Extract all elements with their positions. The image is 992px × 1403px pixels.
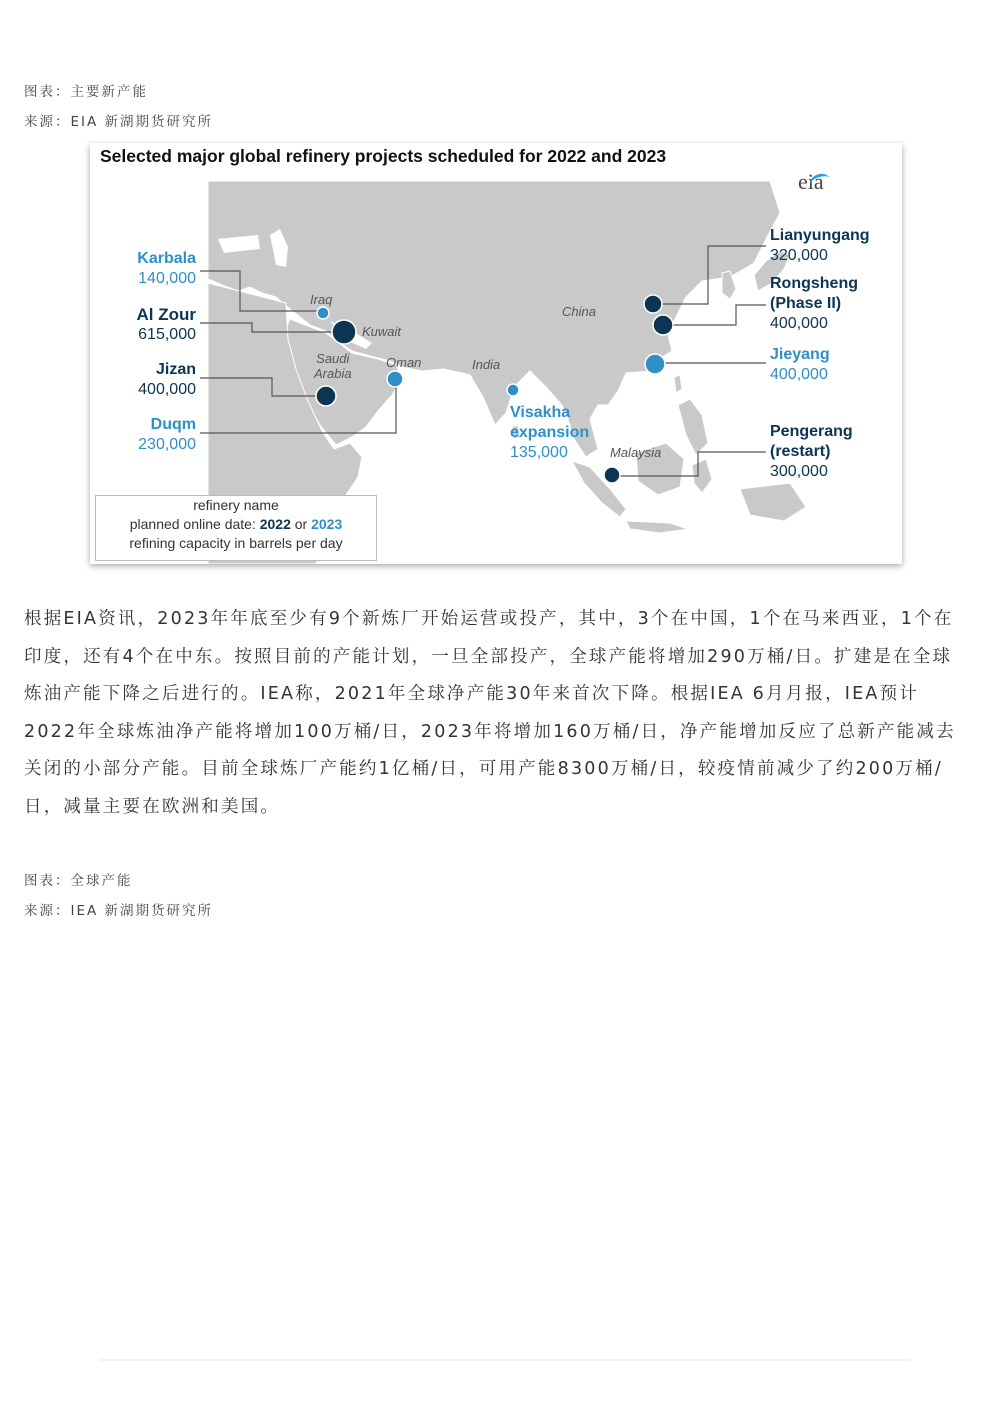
land-java (626, 521, 688, 533)
land-taiwan (674, 375, 682, 393)
project-capacity: 300,000 (770, 463, 828, 480)
body-paragraph: 根据EIA资讯，2023年年底至少有9个新炼厂开始运营或投产，其中，3个在中国，1个在马来西亚，1个在印度，还有4个在中东。按照目前的产能计划，一旦全部投产，全球产能将增加290万桶/日。扩建是在全球炼油产能下降之后进行的。IEA称，2021年全球净产能30年来首次下降。根据IEA 6月月报，IEA预计2022年全球炼油净产能将增加100万桶/日，2023年将增加160万桶/日，净产能增加反应了总新产能减去关闭的小部分产能。目前全球炼厂产能约1亿桶/日，可用产能8300万桶/日，较疫情前减少了约200万桶/日，减量主要在欧洲和美国。 (24, 609, 956, 817)
legend-or: or (290, 516, 312, 532)
project-label-al-zour (100, 305, 196, 345)
project-capacity: 400,000 (770, 315, 828, 332)
refinery-dot-karbala (317, 307, 329, 319)
country-label-china: China (562, 304, 596, 319)
country-label-saudi-arabia (314, 351, 352, 381)
eia-logo (798, 169, 824, 195)
refinery-dot-rongsheng (653, 315, 673, 335)
legend-year-2023: 2023 (311, 516, 343, 532)
project-name-line2: (Phase II) (770, 295, 842, 312)
land-philippines (678, 399, 708, 455)
project-name-line1: Rongsheng (770, 275, 858, 292)
map-legend (95, 495, 377, 561)
country-label-saudi-line1: Saudi (316, 351, 350, 366)
land-papua (740, 483, 806, 521)
legend-date-prefix: planned online date: (129, 516, 260, 532)
refinery-dot-jizan (316, 386, 336, 406)
project-label-visakha (510, 403, 589, 463)
country-label-oman: Oman (386, 355, 422, 370)
project-label-pengerang (770, 422, 853, 482)
project-name: Jizan (155, 361, 196, 378)
legend-line-date (96, 515, 376, 534)
project-label-karbala (100, 249, 196, 289)
refinery-dot-duqm (387, 371, 403, 387)
legend-line-capacity: refining capacity in barrels per day (129, 535, 343, 551)
country-label-iraq: Iraq (310, 292, 333, 307)
project-name-line2: (restart) (770, 443, 831, 460)
country-label-kuwait: Kuwait (362, 324, 402, 339)
project-capacity: 400,000 (770, 366, 828, 383)
country-label-india: India (472, 357, 501, 372)
project-name-line2: expansion (510, 424, 590, 441)
project-capacity: 615,000 (138, 326, 196, 343)
project-label-jizan (100, 360, 196, 400)
refinery-dot-al-zour (332, 320, 356, 344)
project-capacity: 230,000 (138, 436, 196, 453)
project-name: Karbala (137, 250, 196, 267)
refinery-dot-pengerang (604, 467, 620, 483)
eia-logo-text: eia (798, 169, 824, 194)
project-name-line1: Visakha (510, 404, 571, 421)
project-capacity: 400,000 (138, 381, 196, 398)
figure-2-caption-source: 来源：IEA 新湖期货研究所 (24, 903, 214, 919)
refinery-dot-jieyang (645, 354, 665, 374)
project-name-line1: Pengerang (770, 423, 853, 440)
project-label-rongsheng (770, 274, 858, 334)
project-name: Al Zour (136, 305, 196, 324)
refinery-map-figure (90, 143, 902, 564)
project-capacity: 140,000 (138, 270, 196, 287)
figure-title: Selected major global refinery projects scheduled for 2022 and 2023 (100, 146, 667, 166)
refinery-dot-visakha (507, 384, 519, 396)
project-name: Duqm (150, 416, 196, 433)
refinery-dot-lianyungang (644, 295, 662, 313)
figure-2-caption-title: 图表：全球产能 (24, 873, 133, 889)
project-name: Lianyungang (770, 227, 870, 244)
figure-1-caption-source: 来源：EIA 新湖期货研究所 (24, 114, 214, 130)
project-capacity: 135,000 (510, 444, 568, 461)
project-name: Jieyang (770, 346, 830, 363)
country-label-saudi-line2: Arabia (314, 366, 352, 381)
project-label-lianyungang (770, 226, 870, 266)
legend-year-2022: 2022 (259, 516, 291, 532)
project-label-jieyang (770, 345, 830, 385)
country-label-malaysia: Malaysia (610, 445, 662, 460)
figure-1-caption-title: 图表：主要新产能 (24, 84, 148, 100)
project-label-duqm (100, 415, 196, 455)
page-divider (100, 1359, 910, 1361)
project-capacity: 320,000 (770, 247, 828, 264)
legend-line-name: refinery name (193, 497, 279, 513)
